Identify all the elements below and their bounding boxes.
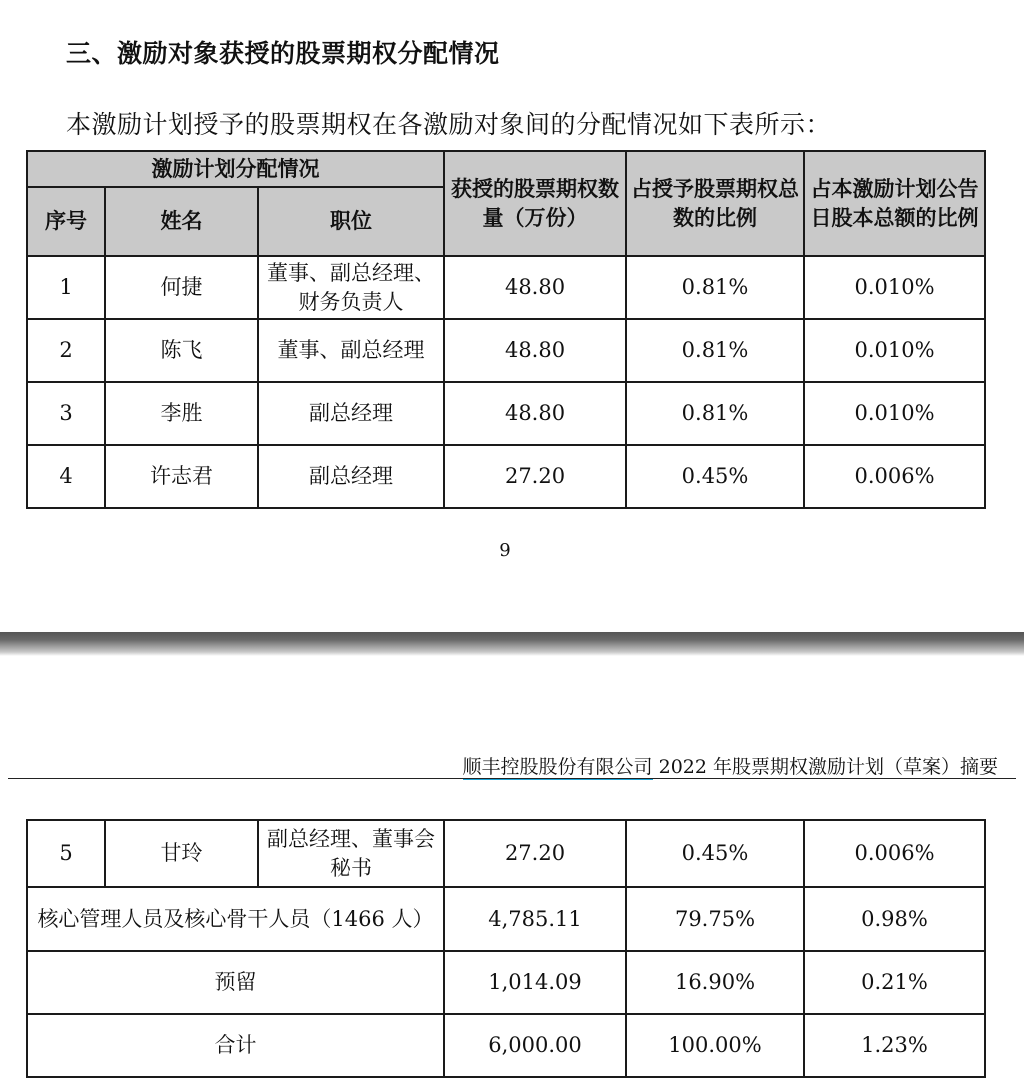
- cell-no: 4: [27, 445, 105, 508]
- cell-no: 1: [27, 256, 105, 319]
- cell-pct-grant: 0.45%: [626, 445, 804, 508]
- cell-pct-grant: 79.75%: [626, 887, 804, 951]
- cell-pct-grant: 16.90%: [626, 951, 804, 1014]
- cell-name: 李胜: [105, 382, 258, 445]
- header-group: 激励计划分配情况: [27, 151, 444, 187]
- running-header-company: 顺丰控股股份有限公司: [462, 756, 653, 778]
- cell-pct-grant: 0.45%: [626, 820, 804, 887]
- header-rule: [8, 778, 1016, 779]
- option-allocation-table-continued: [26, 819, 986, 1078]
- cell-granted: 4,785.11: [444, 887, 626, 951]
- cell-name: 陈飞: [105, 319, 258, 382]
- cell-granted: 27.20: [444, 445, 626, 508]
- cell-granted: 27.20: [444, 820, 626, 887]
- cell-summary-label: 预留: [27, 951, 444, 1014]
- cell-summary-label: 合计: [27, 1014, 444, 1077]
- cell-granted: 48.80: [444, 382, 626, 445]
- summary-row: [27, 887, 985, 951]
- table-row: [27, 445, 985, 508]
- table-header-row: [27, 151, 985, 187]
- cell-pct-grant: 0.81%: [626, 382, 804, 445]
- cell-granted: 1,014.09: [444, 951, 626, 1014]
- cell-pct-grant: 100.00%: [626, 1014, 804, 1077]
- summary-row: [27, 1014, 985, 1077]
- cell-granted: 48.80: [444, 256, 626, 319]
- cell-name: 许志君: [105, 445, 258, 508]
- cell-pct-total: 0.010%: [804, 319, 985, 382]
- cell-no: 2: [27, 319, 105, 382]
- header-no: 序号: [27, 187, 105, 256]
- cell-pct-grant: 0.81%: [626, 319, 804, 382]
- running-header: [463, 752, 998, 779]
- cell-pct-total: 0.98%: [804, 887, 985, 951]
- cell-summary-label: 核心管理人员及核心骨干人员（1466 人）: [27, 887, 444, 951]
- table-row: [27, 382, 985, 445]
- cell-position: 董事、副总经理: [258, 319, 444, 382]
- table-row: [27, 256, 985, 319]
- intro-paragraph: 本激励计划授予的股票期权在各激励对象间的分配情况如下表所示：: [66, 110, 832, 139]
- cell-no: 5: [27, 820, 105, 887]
- cell-pct-total: 0.006%: [804, 445, 985, 508]
- running-header-title: 2022 年股票期权激励计划（草案）摘要: [652, 756, 998, 778]
- cell-no: 3: [27, 382, 105, 445]
- header-name: 姓名: [105, 187, 258, 256]
- cell-pct-total: 0.010%: [804, 382, 985, 445]
- cell-position: 董事、副总经理、财务负责人: [258, 256, 444, 319]
- cell-name: 甘玲: [105, 820, 258, 887]
- cell-pct-grant: 0.81%: [626, 256, 804, 319]
- header-granted: 获授的股票期权数量（万份）: [444, 151, 626, 256]
- cell-pct-total: 0.21%: [804, 951, 985, 1014]
- header-position: 职位: [258, 187, 444, 256]
- cell-position: 副总经理、董事会秘书: [258, 820, 444, 887]
- cell-name: 何捷: [105, 256, 258, 319]
- cell-granted: 48.80: [444, 319, 626, 382]
- header-pct-grant: 占授予股票期权总数的比例: [626, 151, 804, 256]
- cell-position: 副总经理: [258, 445, 444, 508]
- summary-row: [27, 951, 985, 1014]
- page-number: 9: [499, 540, 511, 561]
- option-allocation-table: [26, 150, 986, 509]
- cell-pct-total: 1.23%: [804, 1014, 985, 1077]
- header-pct-total: 占本激励计划公告日股本总额的比例: [804, 151, 985, 256]
- cell-pct-total: 0.006%: [804, 820, 985, 887]
- cell-granted: 6,000.00: [444, 1014, 626, 1077]
- page-break: [0, 632, 1024, 656]
- cell-pct-total: 0.010%: [804, 256, 985, 319]
- table-row: [27, 820, 985, 887]
- section-title: 三、激励对象获授的股票期权分配情况: [66, 39, 500, 68]
- cell-position: 副总经理: [258, 382, 444, 445]
- table-row: [27, 319, 985, 382]
